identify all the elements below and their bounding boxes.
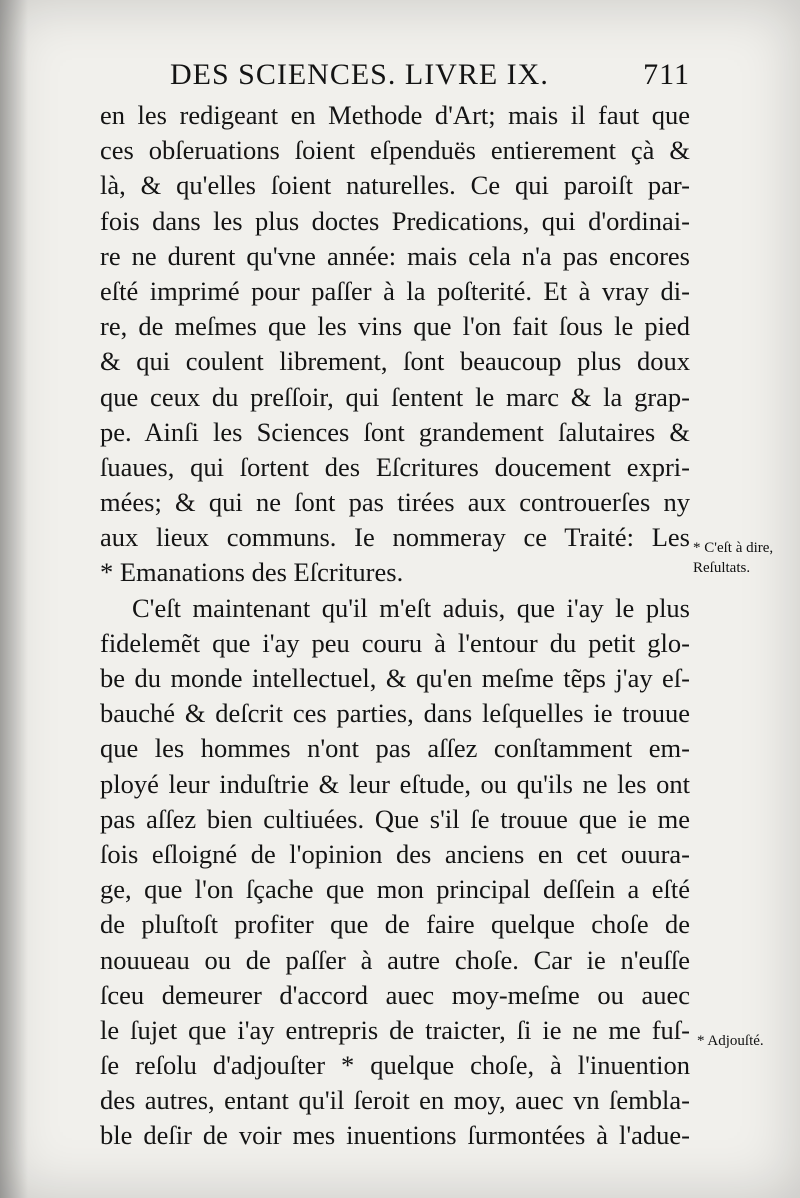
text-line: eſté imprimé pour paſſer à la poſterité. Et à vray di- — [100, 275, 690, 306]
text-line: aux lieux communs. Ie nommeray ce Traité: Les — [100, 522, 690, 553]
text-line: bauché & deſcrit ces parties, dans leſquelles ie trouue — [100, 698, 690, 729]
page-header — [170, 58, 690, 92]
text-line: ces obſeruations ſoient eſpenduës entierement çà & — [100, 135, 690, 166]
text-line: & qui coulent librement, ſont beaucoup plus doux — [100, 346, 690, 377]
text-line: de pluſtoſt profiter que de faire quelque choſe de — [100, 909, 690, 940]
text-line: fois dans les plus doctes Predications, qui d'ordinai- — [100, 205, 690, 236]
text-line: ſceu demeurer d'accord auec moy-meſme ou auec — [100, 979, 690, 1010]
text-line: là, & qu'elles ſoient naturelles. Ce qui paroiſt par- — [100, 170, 690, 201]
text-line: fidelemẽt que i'ay peu couru à l'entour du petit glo- — [100, 627, 690, 658]
text-line: des autres, entant qu'il ſeroit en moy, auec vn ſembla- — [100, 1085, 690, 1116]
margin-note-resultats-line1: * C'eſt à dire, — [693, 540, 774, 556]
body-text — [100, 98, 690, 1154]
text-line: C'eſt maintenant qu'il m'eſt aduis, que i'ay le plus — [132, 592, 690, 623]
text-line: mées; & qui ne ſont pas tirées aux controuerſes ny — [100, 487, 690, 518]
margin-note-adjouste: * Adjouſté. — [697, 1033, 764, 1049]
text-line: ſois eſloigné de l'opinion des anciens en cet ouura- — [100, 838, 690, 869]
text-line: re, de meſmes que les vins que l'on fait ſous le pied — [100, 311, 690, 342]
text-line: en les redigeant en Methode d'Art; mais il faut que — [100, 100, 690, 130]
text-line: nouueau ou de paſſer à autre choſe. Car ie n'euſſe — [100, 944, 690, 975]
margin-note-resultats-line2: Reſultats. — [693, 560, 751, 576]
text-line: que les hommes n'ont pas aſſez conſtamment em- — [100, 733, 690, 764]
text-line: pas aſſez bien cultiuées. Que s'il ſe trouue que ie me — [100, 803, 690, 834]
text-line: ble deſir de voir mes inuentions ſurmontées à l'adue- — [100, 1120, 690, 1151]
text-line: que ceux du preſſoir, qui ſentent le marc & la grap- — [100, 381, 690, 412]
text-line: * Emanations des Eſcritures. — [100, 557, 404, 588]
text-line: ge, que l'on ſçache que mon principal deſſein a eſté — [100, 874, 690, 905]
text-line: re ne durent qu'vne année: mais cela n'a pas encores — [100, 240, 690, 271]
text-line: ſuaues, qui ſortent des Eſcritures doucement expri- — [100, 451, 690, 482]
text-line: be du monde intellectuel, & qu'en meſme tẽps j'ay eſ- — [100, 663, 690, 693]
running-title: DES SCIENCES. LIVRE IX. — [170, 58, 549, 91]
page-number: 711 — [643, 58, 690, 91]
binding-shadow — [0, 0, 28, 1198]
text-line: le ſujet que i'ay entrepris de traicter, ſi ie ne me fuſ- — [100, 1014, 690, 1045]
text-line: pe. Ainſi les Sciences ſont grandement ſalutaires & — [100, 416, 690, 447]
text-line: ſe reſolu d'adjouſter * quelque choſe, à l'inuention — [100, 1050, 690, 1081]
text-line: ployé leur induſtrie & leur eſtude, ou qu'ils ne les ont — [100, 768, 690, 799]
